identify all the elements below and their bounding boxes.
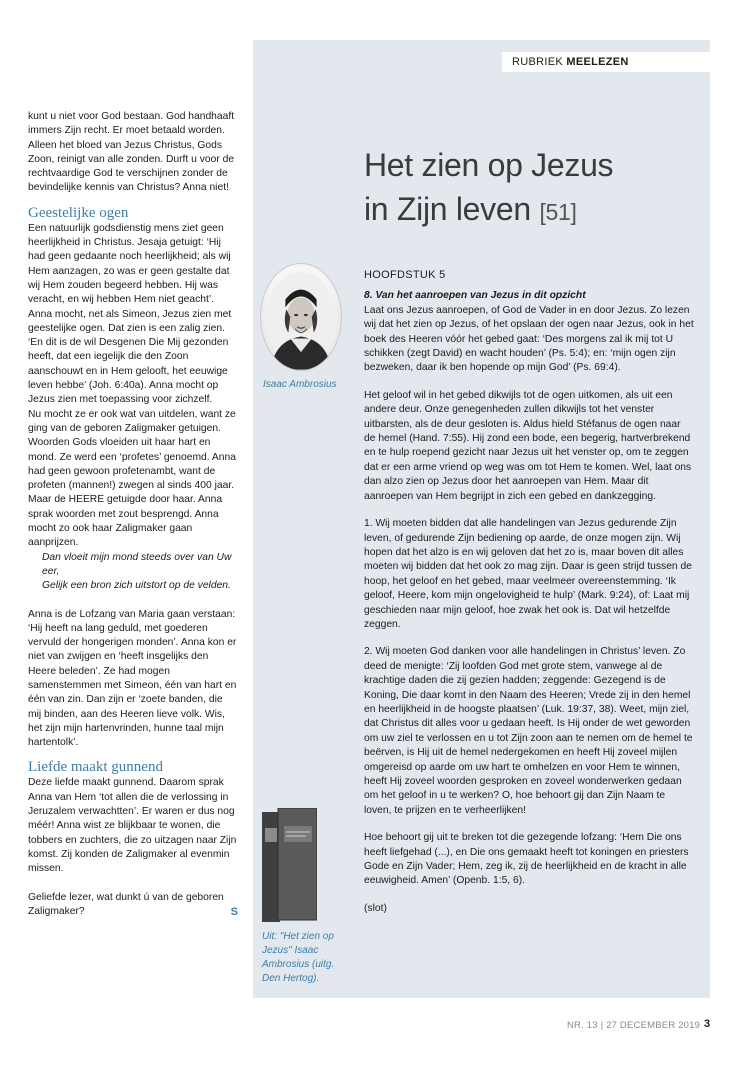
end-mark-icon: S	[230, 905, 238, 918]
section-heading: Liefde maakt gunnend	[28, 759, 163, 776]
chapter-label: HOOFDSTUK 5	[364, 269, 446, 281]
paragraph: Een natuurlijk godsdienstig mens ziet geen heerlijkheid in Christus. Jesaja getuigt: ‘Hij had geen gedaante noch heerlijkheid; als wij Hem aanzagen, zo was er geen gestalte dat wij Hem zouden begeerd hebben. Hij was veracht, en wij hebben Hem niet geacht’.	[28, 222, 231, 306]
right-column	[364, 268, 694, 916]
article-title	[364, 143, 694, 234]
title-line-1: Het zien op Jezus	[364, 147, 614, 183]
paragraph: kunt u niet voor God bestaan. God handhaaft immers Zijn recht. Er moet betaald worden. Alleen het bloed van Jezus Christus, Gods Zoon, reinigt van alle zonden. Durft u voor de rechtvaardige God te verschijnen zonder de bevindelijke kennis van Christus? Anna niet!	[28, 111, 235, 194]
rubric-label	[502, 52, 710, 72]
title-line-2	[364, 187, 694, 234]
paragraph: 1. Wij moeten bidden dat alle handelingen van Jezus gedurende Zijn leven, of gedurende Zijn bediening op aarde, de onze mogen zijn. Wij hopen dat het alzo is en wij geloven dat het zo is, maar boven dit alles moeten wij bidden dat het ook zo mag zijn. Daar is geen strijd tussen de hoop, het geloof en het gebed, maar veelmeer overeenstemming. ‘Ik geloof, Heere, kom mijn ongelovigheid te hulp’ (Mark. 9:24), of: Laat mij geschieden naar mijn geloof, hoe zwak het ook is. Dat wil hetzelfde zeggen.	[364, 518, 692, 630]
title-text: in Zijn leven	[364, 191, 531, 227]
issue-info: NR. 13 | 27 DECEMBER 2019	[567, 1020, 701, 1031]
poem-line: Dan vloeit mijn mond steeds over van Uw eer,	[42, 551, 232, 577]
slot-note: (slot)	[364, 902, 387, 914]
paragraph: Hoe behoort gij uit te breken tot die gezegende lofzang: ‘Hem Die ons heeft liefgehad (...), en Die ons gemaakt heeft tot koningen en priesters Gode en Zijn Vader; Hem, zeg ik, zij de heerlijkheid en de kracht in alle eeuwigheid. Amen’ (Openb. 1:5, 6).	[364, 832, 689, 887]
book-image	[262, 808, 317, 923]
poem-line: Gelijk een bron zich uitstort op de velden.	[42, 580, 231, 592]
portrait-icon	[261, 264, 341, 370]
paragraph: Deze liefde maakt gunnend. Daarom sprak Anna van Hem ‘tot allen die de verlossing in Jeruzalem verwachtten’. Er waren er dus nog méér! Anna wist ze blijkbaar te wonen, die tobbers en zuchters, die zo uitzagen naar Zijn komst. Zij konden de Zaligmaker al evenmin missen.	[28, 777, 237, 875]
closing-question: Geliefde lezer, wat dunkt ú van de geboren Zaligmaker?	[28, 891, 224, 917]
paragraph: Laat ons Jezus aanroepen, of God de Vader in en door Jezus. Zo lezen wij dat het zien op Jezus, of het opslaan der ogen naar Jezus, ook in het boek des Heeren vóór het gebed gaat: ‘Des morgens zal ik mij tot U schikken (zegt David) en wacht houden’ (Ps. 5:4); en: ‘mijn ogen zijn bezweken, daar ik ben hopende op mijn God’ (Ps. 69:4).	[364, 304, 694, 374]
paragraph: Het geloof wil in het gebed dikwijls tot de ogen uitkomen, als uit een andere deur. Onze genegenheden zullen dikwijls tot het venster uitbarsten, als de deur gesloten is. Aldus hield Stéfanus de ogen naar de hemel (Hand. 7:55). Hij zond een bode, een begerig, hartverbrekend en te hulp roepend gezicht naar Jezus uit het venster op, om te zeggen dat er een arme vriend op weg was om tot Hem te komen. Wel, laat ons dan alzo zien op Jezus door het aanroepen van Hem. Maar dit aanroepen van Hem begrijpt in zich een gebed en dankzegging.	[364, 389, 692, 502]
rubric-prefix: RUBRIEK	[512, 56, 563, 68]
series-number: [51]	[539, 199, 577, 225]
page-number: 3	[704, 1018, 711, 1030]
section-heading: Geestelijke ogen	[28, 204, 129, 221]
paragraph	[28, 891, 238, 920]
portrait-image	[260, 263, 342, 371]
paragraph: Anna mocht, net als Simeon, Jezus zien met geestelijke ogen. Dat zien is een zalig zien. ‘En dit is de wil Desgenen Die Mij gezonden heeft, dat een iegelijk die den Zoon aanschouwt en in Hem gelooft, het eeuwige leven hebbe’ (Joh. 6:40a). Anna mocht op Jezus zien met toepassing voor zichzelf.	[28, 308, 232, 406]
book-caption: Uit: "Het zien op Jezus" Isaac Ambrosius (uitg. Den Hertog).	[262, 931, 335, 984]
book-icon	[262, 808, 317, 923]
rubric-name: MEELEZEN	[566, 56, 629, 68]
portrait-caption: Isaac Ambrosius	[263, 379, 337, 390]
paragraph: Anna is de Lofzang van Maria gaan verstaan: ‘Hij heeft na lang geduld, met goederen vervuld der hongerigen monden’. Anna kon er niet van zwijgen en ‘heeft insgelijks den Heere beleden’. Ze had mogen samenstemmen met Simeon, één van hart en één van zin. Dan zijn er ‘zoete banden, die mij binden, aan des Heeren lieve volk. Wis, het zijn mijn hartenvrinden, hunne taal mijn hartentolk’.	[28, 608, 237, 749]
left-column	[28, 110, 238, 919]
subheading: 8. Van het aanroepen van Jezus in dit opzicht	[364, 290, 586, 302]
paragraph: Nu mocht ze er ook wat van uitdelen, want ze ging van de geboren Zaligmaker getuigen. Woorden Gods vloeiden uit haar hart en mond. Ze werd een ‘profetes’ genoemd. Anna had geen gewoon profetenambt, want de profeten (mannen!) zwegen al sinds 400 jaar. Maar de HEERE getuigde door haar. Anna sprak woorden met zout besprengd. Anna mocht zo ook haar Zaligmaker gaan aanprijzen.	[28, 408, 236, 549]
paragraph: 2. Wij moeten God danken voor alle handelingen in Christus’ leven. Zo deed de menigte: ‘Zij loofden God met grote stem, vanwege al de krachtige daden die zij gezien hadden; zeggende: Gezegend is de Koning, Die daar komt in den Naam des Heeren; Vrede zij in den hemel en heerlijkheid in de hoogste plaatsen’ (Luk. 19:37, 38). Weet, mijn ziel, dat Christus dit alles voor u gedaan heeft. Is Hij onder de wet geworden om uw ziel te verlossen en u tot Zijn zoon aan te nemen om de hemel te beërven, is Hij uit de hemel nedergekomen en heeft Hij zoveel mijlen omgereisd op aarde om uw hart te omhelzen en voor Hem te winnen, heeft Hij zoveel woorden gesproken en zoveel wonderwerken gedaan om het geloof in u te werken? O, hoe behoort gij dan Zijn Naam te loven, te prijzen en te verheerlijken!	[364, 646, 693, 816]
